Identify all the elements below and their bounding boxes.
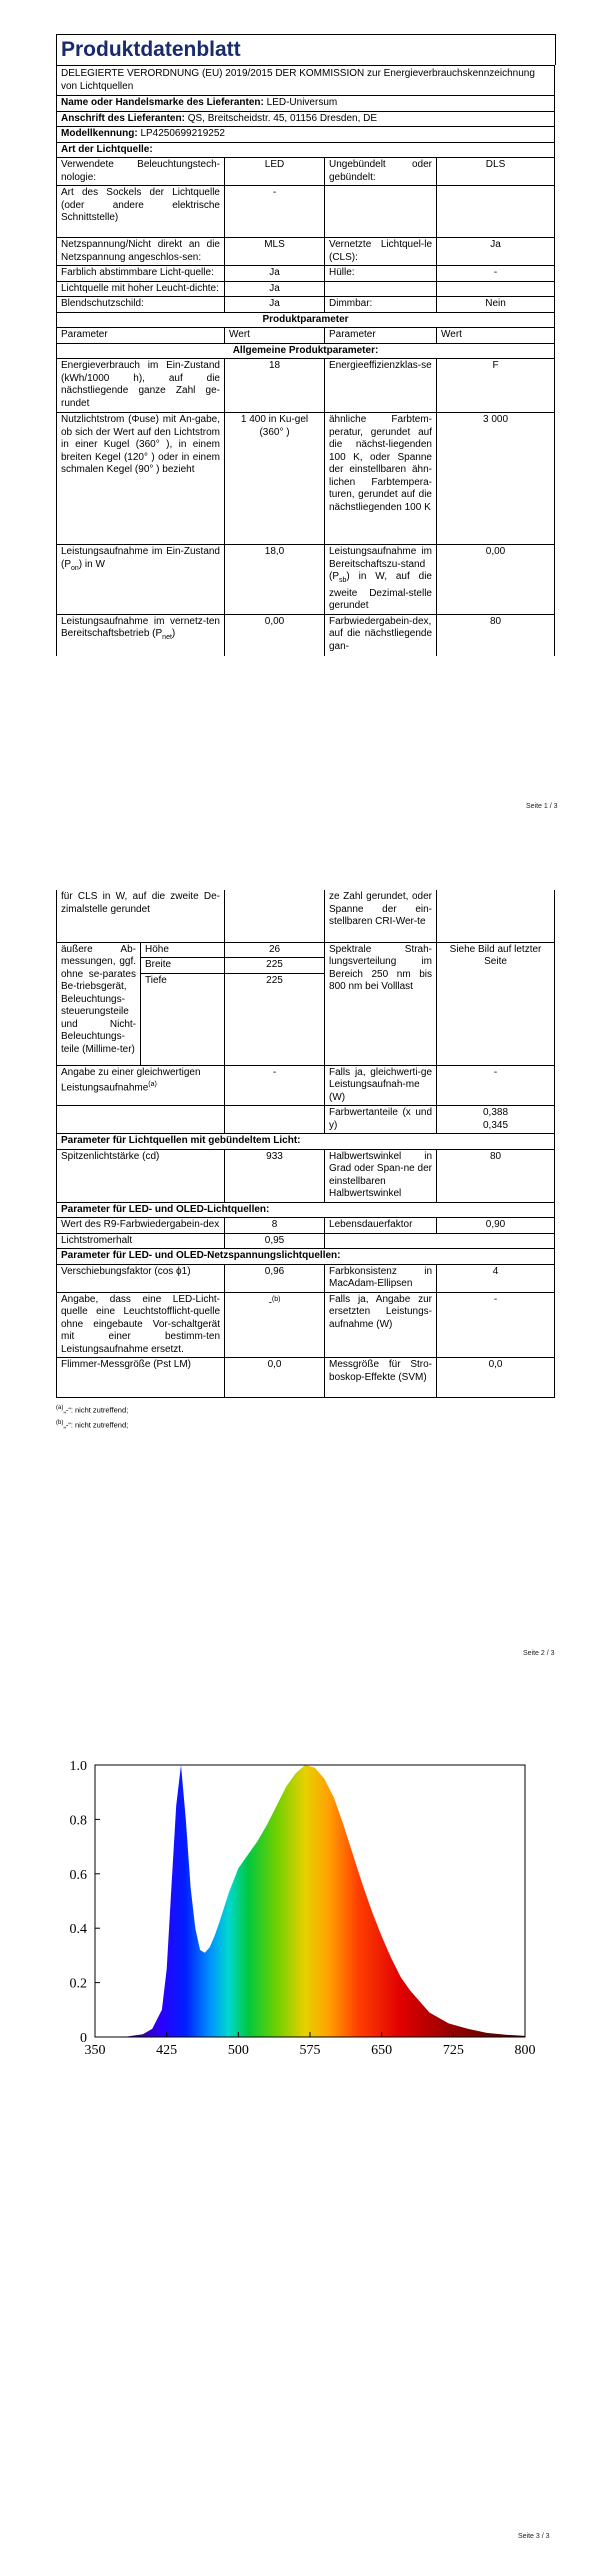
- col-header: Wert: [225, 328, 325, 344]
- text-part: Leistungsaufnahme im vernetz-ten Bereitschaftsbetrieb (P: [61, 615, 220, 639]
- text-part: Leistungsaufnahme im Ein-Zustand (P: [61, 546, 220, 570]
- cell-value: 18: [225, 359, 325, 413]
- cell-label: Farbkonsistenz in MacAdam-Ellipsen: [325, 1264, 437, 1292]
- general-params-section: Allgemeine Produktparameter:: [57, 343, 555, 359]
- y-tick-label: 0.2: [69, 1976, 87, 1992]
- cell-label: Flimmer-Messgröße (Pst LM): [57, 1358, 225, 1398]
- table-row: [57, 359, 555, 413]
- cell-label: Vernetzte Lichtquel-le (CLS):: [325, 238, 437, 266]
- product-params-section: Produktparameter: [57, 312, 555, 328]
- cell-value: Ja: [225, 297, 325, 313]
- supplier-name-row: [57, 96, 555, 112]
- supplier-address-label: Anschrift des Lieferanten:: [61, 112, 185, 124]
- x-tick-label: 500: [227, 2043, 249, 2058]
- cell-label: Falls ja, Angabe zur ersetzten Leistungs-aufnahme (W): [325, 1292, 437, 1358]
- cell-value: 0,90: [437, 1218, 555, 1234]
- cell-value: 0,96: [225, 1264, 325, 1292]
- supplier-address-value: QS, Breitscheidstr. 45, 01156 Dresden, DE: [187, 112, 378, 124]
- cell-value: Ja: [225, 266, 325, 282]
- cell-label: Wert des R9-Farbwiedergabein-dex: [57, 1218, 225, 1234]
- cell-label: Lebensdauerfaktor: [325, 1218, 437, 1234]
- cell-value: 1 400 in Ku-gel (360° ): [225, 413, 325, 545]
- cell-label: Dimmbar:: [325, 297, 437, 313]
- dimension-key: Tiefe: [141, 973, 225, 1065]
- cell-value: 80: [437, 614, 555, 656]
- cell-label: ze Zahl gerundet, oder Spanne der ein-stellbaren CRI-Wer-te: [325, 890, 437, 942]
- y-tick-label: 0.4: [69, 1922, 87, 1938]
- cell-label: Farbwertanteile (x und y): [325, 1106, 437, 1134]
- product-table-1: [56, 65, 555, 656]
- cell-label: Ungebündelt oder gebündelt:: [325, 158, 437, 186]
- footnote-text: „-“: nicht zutreffend;: [63, 1420, 129, 1429]
- chroma-y: 0,345: [483, 1119, 509, 1131]
- cell-value: DLS: [437, 158, 555, 186]
- subscript: net: [162, 634, 172, 641]
- table-row: [57, 266, 555, 282]
- x-tick-label: 650: [371, 2043, 393, 2058]
- cell-value: -: [437, 1292, 555, 1358]
- cell-label: [57, 545, 225, 615]
- model-row: [57, 127, 555, 143]
- cell-value: [225, 890, 325, 942]
- cell-label: Halbwertswinkel in Grad oder Span-ne der einstellbaren Halbwertswinkel: [325, 1149, 437, 1202]
- supplier-name-label: Name oder Handelsmarke des Lieferanten:: [61, 97, 264, 108]
- cell-value: [437, 1106, 555, 1134]
- cell-value: Ja: [437, 238, 555, 266]
- cell-value: LED: [225, 158, 325, 186]
- table-row: [57, 545, 555, 615]
- col-header: Wert: [437, 328, 555, 344]
- table-row: [57, 297, 555, 313]
- cell-value: 3 000: [437, 413, 555, 545]
- y-tick-label: 0.8: [69, 1813, 87, 1829]
- text-part: ) in W, auf die zweite Dezimal-stelle gerundet: [329, 571, 432, 611]
- cell-value: 4: [437, 1264, 555, 1292]
- cell-value: [437, 281, 555, 297]
- datasheet-page-2: [56, 890, 554, 1431]
- spectral-value: Siehe Bild auf letzter Seite: [437, 942, 555, 1065]
- cell-value: 0,00: [437, 545, 555, 615]
- table-row: [57, 1149, 555, 1202]
- text-part: -: [268, 1296, 272, 1308]
- x-tick-label: 725: [442, 2043, 464, 2058]
- dimensions-label: äußere Ab-messungen, ggf. ohne se-parates Be-triebsgerät, Beleuchtungs-steuerungsteile und Nicht-Beleuchtungs-teile (Millime-ter): [57, 942, 141, 1065]
- cell-label: [57, 1106, 225, 1134]
- table-row: [57, 158, 555, 186]
- y-tick-label: 1.0: [69, 1759, 87, 1774]
- cell-value: -: [437, 266, 555, 282]
- text-part: ) in W: [78, 558, 105, 570]
- table-header-row: [57, 328, 555, 344]
- superscript: (a): [148, 1081, 157, 1088]
- page-title: Produktdatenblatt: [56, 34, 556, 65]
- y-tick-label: 0.6: [69, 1867, 87, 1883]
- supplier-address-row: [57, 111, 555, 127]
- page-number: Seite 3 / 3: [518, 2533, 550, 2540]
- dls-section: Parameter für Lichtquellen mit gebündeltem Licht:: [57, 1134, 555, 1150]
- cell-empty: [325, 1233, 555, 1249]
- x-tick-label: 800: [514, 2043, 536, 2058]
- table-row: [57, 614, 555, 656]
- cell-label: Energieeffizienzklas-se: [325, 359, 437, 413]
- col-header: Parameter: [325, 328, 437, 344]
- cell-label: Verschiebungsfaktor (cos ϕ1): [57, 1264, 225, 1292]
- mains-section: Parameter für LED- und OLED-Netzspannungslichtquellen:: [57, 1249, 555, 1265]
- cell-value: Nein: [437, 297, 555, 313]
- cell-label: Messgröße für Stro-boskop-Effekte (SVM): [325, 1358, 437, 1398]
- cell-value: 0,0: [225, 1358, 325, 1398]
- footnote-mark: (a): [56, 1405, 64, 1411]
- text-part: ): [171, 628, 176, 639]
- cell-label: [325, 545, 437, 615]
- cell-label: Hülle:: [325, 266, 437, 282]
- cell-label: Lichtstromerhalt: [57, 1233, 225, 1249]
- footnote-mark: (b): [56, 1419, 64, 1426]
- cell-value: Ja: [225, 281, 325, 297]
- table-row: [57, 281, 555, 297]
- cell-label: Nutzlichtstrom (Φuse) mit An-gabe, ob sich der Wert auf den Lichtstrom in einer Kugel (360° ), in einem breiten Kegel (120° ) oder in einem schmalen Kegel (90° ) bezieht: [57, 413, 225, 545]
- page-number: Seite 2 / 3: [523, 1650, 555, 1657]
- dimension-value: 26: [225, 942, 325, 958]
- supplier-name-value: LED-Universum: [266, 97, 338, 108]
- cell-value: MLS: [225, 238, 325, 266]
- product-table-2: [56, 890, 555, 1398]
- text-part: Angabe zu einer gleichwertigen Leistungsaufnahme: [61, 1066, 201, 1094]
- cell-value: 0,00: [225, 614, 325, 656]
- table-row: [57, 1292, 555, 1358]
- chart-layer: [70, 1759, 536, 2058]
- cell-value: -: [437, 1065, 555, 1106]
- cell-label: ähnliche Farbtem-peratur, gerundet auf die nächst-liegenden 100 K, oder Spanne der einstellbaren ähn-lichen Farbtempera-turen, gerundet auf die nächstliegenden 100 K: [325, 413, 437, 545]
- subscript: sb: [339, 577, 347, 584]
- datasheet-page-1: [56, 34, 554, 656]
- table-row: [57, 942, 555, 958]
- light-source-section: Art der Lichtquelle:: [57, 142, 555, 158]
- spectrum-chart: [0, 1720, 603, 2120]
- text-part: Leistungsaufnahme im Bereitschaftszu-stand (P: [329, 546, 432, 582]
- table-row: [57, 1264, 555, 1292]
- cell-label: Lichtquelle mit hoher Leucht-dichte:: [57, 281, 225, 297]
- table-row: [57, 1218, 555, 1234]
- cell-label: Angabe, dass eine LED-Licht-quelle eine Leuchtstofflicht-quelle ohne eingebaute Vor-schaltgerät mit einer bestimm-ten Leistungsaufnahme ersetzt.: [57, 1292, 225, 1358]
- cell-label: [57, 1065, 225, 1106]
- cell-label: für CLS in W, auf die zweite De-zimalstelle gerundet: [57, 890, 225, 942]
- cell-label: [325, 281, 437, 297]
- cell-value: 18,0: [225, 545, 325, 615]
- cell-label: [57, 614, 225, 656]
- table-row: [57, 413, 555, 545]
- footnote-text: „-“: nicht zutreffend;: [63, 1405, 129, 1415]
- cell-value: -: [225, 186, 325, 238]
- cell-value: [225, 1292, 325, 1358]
- cell-value: F: [437, 359, 555, 413]
- cell-label: [325, 186, 437, 238]
- cell-label: Energieverbrauch im Ein-Zustand (kWh/1000 h), auf die nächstliegende ganze Zahl ge-rundet: [57, 359, 225, 413]
- cell-label: Farblich abstimmbare Licht-quelle:: [57, 266, 225, 282]
- dimension-value: 225: [225, 973, 325, 1065]
- footnotes: [56, 1402, 554, 1431]
- cell-value: [437, 186, 555, 238]
- regulation-text: DELEGIERTE VERORDNUNG (EU) 2019/2015 DER KOMMISSION zur Energieverbrauchskennzeichnung von Lichtquellen: [57, 66, 555, 96]
- superscript: (b): [271, 1295, 281, 1303]
- cell-label: Farbwiedergabein-dex, auf die nächstliegende gan-: [325, 614, 437, 656]
- table-row: [57, 1358, 555, 1398]
- cell-label: Spitzenlichtstärke (cd): [57, 1149, 225, 1202]
- cell-value: 933: [225, 1149, 325, 1202]
- cell-label: Netzspannung/Nicht direkt an die Netzspannung angeschlos-sen:: [57, 238, 225, 266]
- table-row: [57, 238, 555, 266]
- subscript: on: [71, 564, 79, 572]
- spectrum-area: [124, 1765, 525, 2037]
- cell-value: [437, 890, 555, 942]
- cell-value: 0,0: [437, 1358, 555, 1398]
- page-2: [0, 890, 603, 1710]
- table-row: [57, 1065, 555, 1106]
- x-tick-label: 575: [299, 2043, 321, 2058]
- led-section: Parameter für LED- und OLED-Lichtquellen:: [57, 1202, 555, 1218]
- cell-label: Falls ja, gleichwerti-ge Leistungsaufnah-me (W): [325, 1065, 437, 1106]
- cell-label: Verwendete Beleuchtungstech-nologie:: [57, 158, 225, 186]
- table-row: [57, 1233, 555, 1249]
- cell-value: 80: [437, 1149, 555, 1202]
- page-1: [0, 0, 603, 820]
- cell-label: Blendschutzschild:: [57, 297, 225, 313]
- page-number: Seite 1 / 3: [526, 803, 558, 810]
- cell-value: -: [225, 1065, 325, 1106]
- dimension-value: 225: [225, 958, 325, 974]
- model-label: Modellkennung:: [61, 128, 138, 139]
- table-row: [57, 890, 555, 942]
- footnote-b: [56, 1417, 554, 1432]
- dimension-key: Höhe: [141, 942, 225, 958]
- chroma-x: 0,388: [483, 1107, 509, 1118]
- cell-label: Art des Sockels der Lichtquelle (oder andere elektrische Schnittstelle): [57, 186, 225, 238]
- spectral-label: Spektrale Strah-lungsverteilung im Bereich 250 nm bis 800 nm bei Volllast: [325, 942, 437, 1065]
- cell-value: 0,95: [225, 1233, 325, 1249]
- page-3: [0, 1720, 603, 2560]
- y-tick-label: 0: [80, 2031, 87, 2046]
- x-tick-label: 425: [156, 2043, 178, 2058]
- model-value: LP4250699219252: [140, 128, 225, 139]
- footnote-a: [56, 1402, 554, 1417]
- table-row: [57, 1106, 555, 1134]
- dimension-key: Breite: [141, 958, 225, 974]
- col-header: Parameter: [57, 328, 225, 344]
- cell-value: [225, 1106, 325, 1134]
- cell-value: 8: [225, 1218, 325, 1234]
- x-tick-label: 350: [84, 2043, 106, 2058]
- table-row: [57, 186, 555, 238]
